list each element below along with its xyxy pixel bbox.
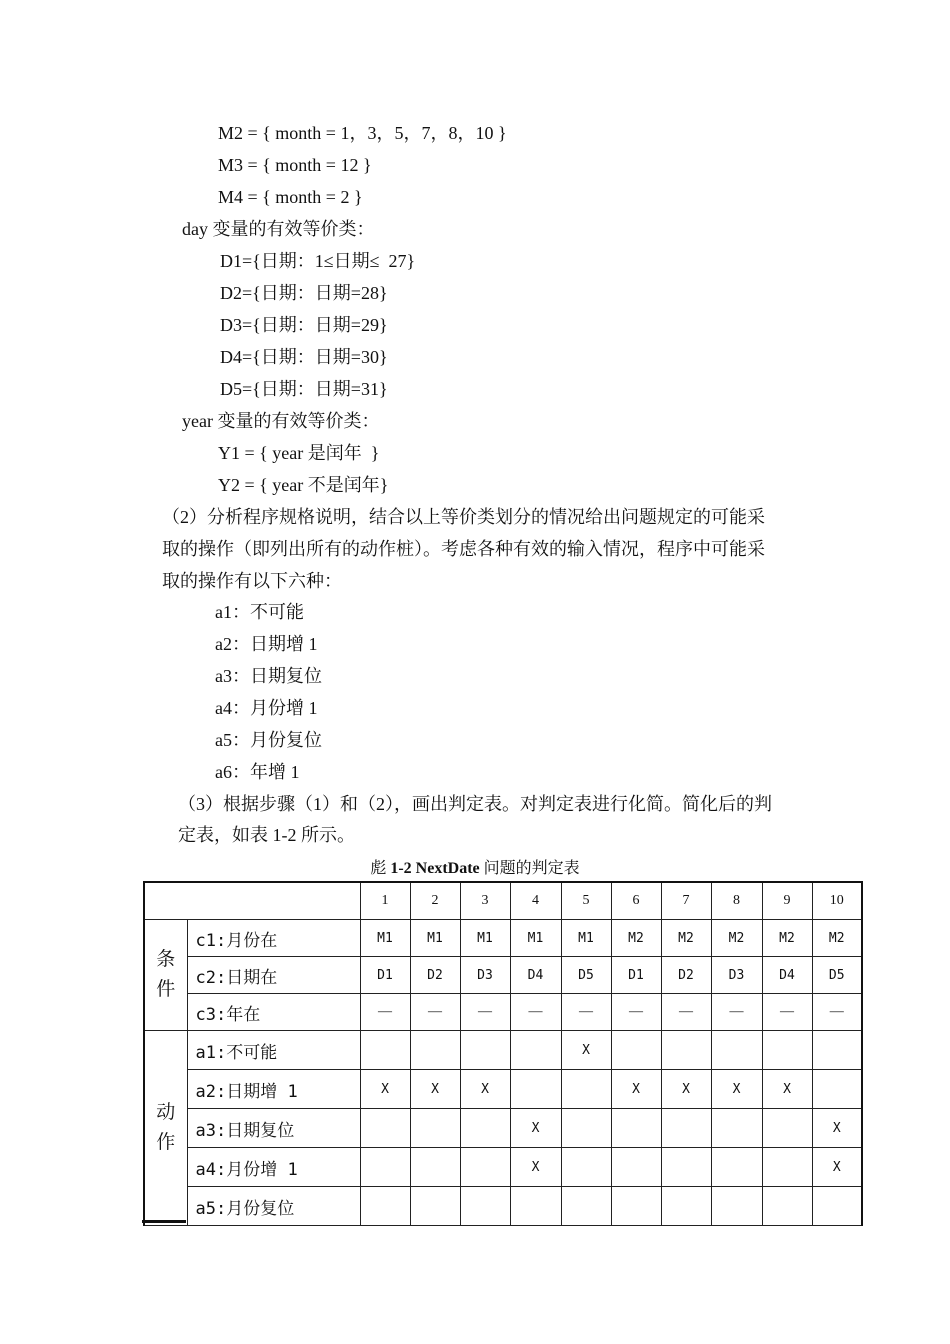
table-cell: M1 (460, 920, 510, 957)
step3-line-1: （3）根据步骤（1）和（2），画出判定表。对判定表进行化简。简化后的判 (178, 794, 772, 814)
table-cell (611, 1109, 661, 1148)
action-a3: a3：日期复位 (215, 666, 322, 686)
col-header: 5 (561, 882, 611, 920)
month-class-m3: M3 = { month = 12 } (218, 155, 372, 175)
action-a5: a5：月份复位 (215, 730, 322, 750)
condition-group-char: 件 (156, 979, 176, 1000)
table-cell (812, 1187, 862, 1226)
table-cell: X (460, 1070, 510, 1109)
table-cell (661, 1148, 711, 1187)
table-cell: X (410, 1070, 460, 1109)
table-cell (812, 1031, 862, 1070)
year-class-y1: Y1 = { year 是闰年 } (218, 443, 380, 463)
table-cell: X (611, 1070, 661, 1109)
table-cell: M2 (711, 920, 762, 957)
table-cell (460, 1187, 510, 1226)
table-cell: — (460, 994, 510, 1031)
day-class-d5: D5={日期：日期=31} (220, 379, 388, 399)
action-row-a2 (144, 1070, 862, 1109)
table-cell: X (661, 1070, 711, 1109)
col-header: 4 (510, 882, 561, 920)
month-class-m2: M2 = { month = 1，3，5，7，8，10 } (218, 123, 507, 143)
table-bottom-rule (142, 1220, 186, 1223)
day-class-d3: D3={日期：日期=29} (220, 315, 388, 335)
table-cell (812, 1070, 862, 1109)
table-cell: M1 (410, 920, 460, 957)
table-cell: D3 (711, 957, 762, 994)
table-cell (410, 1148, 460, 1187)
table-cell (711, 1187, 762, 1226)
table-cell: — (762, 994, 812, 1031)
table-cell (762, 1031, 812, 1070)
table-cell: — (410, 994, 460, 1031)
table-cell (611, 1031, 661, 1070)
action-label: a4:月份增 1 (187, 1148, 360, 1187)
col-header: 6 (611, 882, 661, 920)
table-cell (611, 1148, 661, 1187)
table-cell (561, 1187, 611, 1226)
table-cell: M2 (611, 920, 661, 957)
table-cell (410, 1187, 460, 1226)
col-header: 1 (360, 882, 410, 920)
action-label: a3:日期复位 (187, 1109, 360, 1148)
table-cell: — (661, 994, 711, 1031)
table-cell: X (812, 1109, 862, 1148)
table-cell (611, 1187, 661, 1226)
table-cell (510, 1031, 561, 1070)
table-cell: X (762, 1070, 812, 1109)
table-cell: X (812, 1148, 862, 1187)
day-class-d1: D1={日期：1≤日期≤ 27} (220, 251, 416, 271)
step2-line-1: （2）分析程序规格说明，结合以上等价类划分的情况给出问题规定的可能采 (162, 507, 765, 527)
condition-label: c3:年在 (187, 994, 360, 1031)
table-cell: M1 (510, 920, 561, 957)
condition-row-c1 (144, 920, 862, 957)
action-label: a5:月份复位 (187, 1187, 360, 1226)
table-cell (360, 1031, 410, 1070)
day-class-d2: D2={日期：日期=28} (220, 283, 388, 303)
table-cell (410, 1109, 460, 1148)
table-cell: X (360, 1070, 410, 1109)
table-cell (460, 1031, 510, 1070)
table-cell: D5 (812, 957, 862, 994)
table-cell: — (611, 994, 661, 1031)
table-cell (762, 1148, 812, 1187)
table-cell (762, 1187, 812, 1226)
condition-row-c2 (144, 957, 862, 994)
header-blank (144, 882, 360, 920)
action-label: a2:日期增 1 (187, 1070, 360, 1109)
condition-label: c1:月份在 (187, 920, 360, 957)
condition-group-char: 条 (156, 949, 176, 970)
header-row (144, 882, 862, 920)
condition-row-c3 (144, 994, 862, 1031)
table-cell (360, 1109, 410, 1148)
action-group-label (144, 1031, 187, 1226)
table-cell (460, 1109, 510, 1148)
step2-line-3: 取的操作有以下六种： (162, 571, 342, 591)
action-a4: a4：月份增 1 (215, 698, 318, 718)
table-cell: — (561, 994, 611, 1031)
table-cell: — (711, 994, 762, 1031)
col-header: 10 (812, 882, 862, 920)
table-cell: D1 (611, 957, 661, 994)
action-row-a1 (144, 1031, 862, 1070)
col-header: 2 (410, 882, 460, 920)
table-cell (661, 1187, 711, 1226)
col-header: 8 (711, 882, 762, 920)
table-cell (510, 1070, 561, 1109)
table-cell: X (711, 1070, 762, 1109)
table-cell: — (360, 994, 410, 1031)
table-cell (360, 1187, 410, 1226)
table-cell: M2 (661, 920, 711, 957)
table-cell (360, 1148, 410, 1187)
table-cell: D4 (762, 957, 812, 994)
table-cell (561, 1148, 611, 1187)
table-cell: M1 (360, 920, 410, 957)
year-heading: year 变量的有效等价类： (182, 411, 380, 431)
table-cell (762, 1109, 812, 1148)
action-row-a4 (144, 1148, 862, 1187)
table-cell (510, 1187, 561, 1226)
action-a2: a2：日期增 1 (215, 634, 318, 654)
table-cell: D3 (460, 957, 510, 994)
step2-line-2: 取的操作（即列出所有的动作桩）。考虑各种有效的输入情况，程序中可能采 (162, 539, 765, 559)
action-label: a1:不可能 (187, 1031, 360, 1070)
action-row-a5 (144, 1187, 862, 1226)
caption-suffix: 问题的判定表 (479, 860, 580, 877)
table-cell (711, 1031, 762, 1070)
col-header: 9 (762, 882, 812, 920)
col-header: 7 (661, 882, 711, 920)
caption-title: 1-2 NextDate (390, 860, 480, 877)
table-cell: M2 (762, 920, 812, 957)
table-cell (561, 1109, 611, 1148)
action-a1: a1：不可能 (215, 602, 304, 622)
table-cell: X (510, 1109, 561, 1148)
table-cell: D1 (360, 957, 410, 994)
table-cell: — (510, 994, 561, 1031)
table-cell: X (510, 1148, 561, 1187)
table-cell (460, 1148, 510, 1187)
table-cell (561, 1070, 611, 1109)
table-cell: X (561, 1031, 611, 1070)
table-cell: M1 (561, 920, 611, 957)
action-group-char: 动 (156, 1102, 176, 1123)
table-cell (410, 1031, 460, 1070)
condition-group-label (144, 920, 187, 1031)
table-cell: D2 (410, 957, 460, 994)
table-cell: — (812, 994, 862, 1031)
condition-label: c2:日期在 (187, 957, 360, 994)
table-cell (711, 1148, 762, 1187)
table-cell (711, 1109, 762, 1148)
table-cell: D5 (561, 957, 611, 994)
action-row-a3 (144, 1109, 862, 1148)
table-cell: D2 (661, 957, 711, 994)
table-caption (0, 857, 950, 881)
step3-line-2: 定表，如表 1-2 所示。 (178, 825, 355, 845)
table-cell (661, 1031, 711, 1070)
decision-table (143, 881, 863, 1226)
action-a6: a6：年增 1 (215, 762, 300, 782)
table-cell (661, 1109, 711, 1148)
caption-prefix: 彪 (370, 860, 391, 877)
col-header: 3 (460, 882, 510, 920)
table-cell: M2 (812, 920, 862, 957)
action-group-char: 作 (156, 1132, 176, 1153)
day-class-d4: D4={日期：日期=30} (220, 347, 388, 367)
year-class-y2: Y2 = { year 不是闰年} (218, 475, 389, 495)
month-class-m4: M4 = { month = 2 } (218, 187, 363, 207)
table-cell: D4 (510, 957, 561, 994)
day-heading: day 变量的有效等价类： (182, 219, 375, 239)
